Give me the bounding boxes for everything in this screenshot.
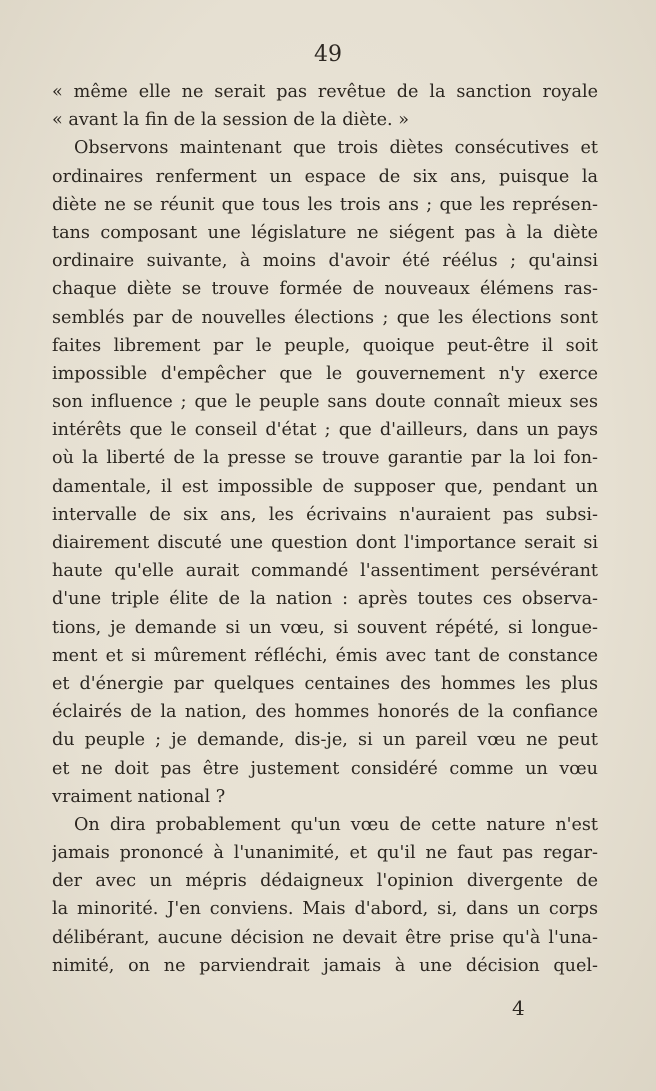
text-line: intérêts que le conseil d'état ; que d'ailleurs, dans un pays bbox=[52, 420, 598, 441]
text-line: impossible d'empêcher que le gouvernement n'y exerce bbox=[52, 363, 598, 384]
text-line: et ne doit pas être justement considéré comme un vœu bbox=[52, 758, 598, 779]
text-line: der avec un mépris dédaigneux l'opinion divergente de bbox=[52, 871, 598, 892]
text-line: tions, je demande si un vœu, si souvent répété, si longue- bbox=[52, 617, 598, 638]
text-line: vraiment national ? bbox=[52, 786, 226, 807]
text-line: délibérant, aucune décision ne devait être prise qu'à l'una- bbox=[52, 927, 598, 948]
paragraph-start-line: On dira probablement qu'un vœu de cette nature n'est bbox=[74, 814, 598, 835]
text-line: éclairés de la nation, des hommes honorés de la confiance bbox=[52, 702, 598, 723]
text-line: damentale, il est impossible de supposer que, pendant un bbox=[52, 476, 598, 497]
text-line: haute qu'elle aurait commandé l'assentiment persévérant bbox=[52, 561, 598, 582]
text-line: d'une triple élite de la nation : après toutes ces observa- bbox=[52, 589, 598, 610]
text-line: ordinaire suivante, à moins d'avoir été réélus ; qu'ainsi bbox=[52, 251, 598, 272]
text-line: où la liberté de la presse se trouve garantie par la loi fon- bbox=[52, 448, 598, 469]
text-line: faites librement par le peuple, quoique peut-être il soit bbox=[52, 335, 598, 356]
text-line: tans composant une législature ne siégent pas à la diète bbox=[52, 222, 598, 243]
text-line: du peuple ; je demande, dis-je, si un pareil vœu ne peut bbox=[52, 730, 598, 751]
text-line: diète ne se réunit que tous les trois ans ; que les représen- bbox=[52, 194, 598, 215]
text-line: semblés par de nouvelles élections ; que les élections sont bbox=[52, 307, 598, 328]
page-number: 49 bbox=[314, 42, 342, 67]
text-line: ment et si mûrement réfléchi, émis avec tant de constance bbox=[52, 645, 598, 666]
text-line: jamais prononcé à l'unanimité, et qu'il ne faut pas regar- bbox=[52, 843, 598, 864]
text-line: son influence ; que le peuple sans doute connaît mieux ses bbox=[52, 392, 598, 413]
text-line: « même elle ne serait pas revêtue de la sanction royale bbox=[52, 82, 598, 102]
text-line: et d'énergie par quelques centaines des hommes les plus bbox=[52, 673, 598, 694]
text-line: diairement discuté une question dont l'importance serait si bbox=[52, 533, 598, 553]
text-line: nimité, on ne parviendrait jamais à une décision quel- bbox=[52, 955, 598, 976]
text-line: intervalle de six ans, les écrivains n'auraient pas subsi- bbox=[52, 504, 598, 525]
paragraph-start-line: Observons maintenant que trois diètes consécutives et bbox=[74, 138, 598, 159]
signature-mark: 4 bbox=[512, 996, 525, 1020]
text-line: « avant la fin de la session de la diète. » bbox=[52, 110, 409, 131]
text-line: ordinaires renferment un espace de six ans, puisque la bbox=[52, 166, 598, 187]
text-line: chaque diète se trouve formée de nouveaux élémens ras- bbox=[52, 279, 598, 300]
text-line: la minorité. J'en conviens. Mais d'abord, si, dans un corps bbox=[52, 899, 598, 920]
body-text bbox=[52, 78, 598, 980]
